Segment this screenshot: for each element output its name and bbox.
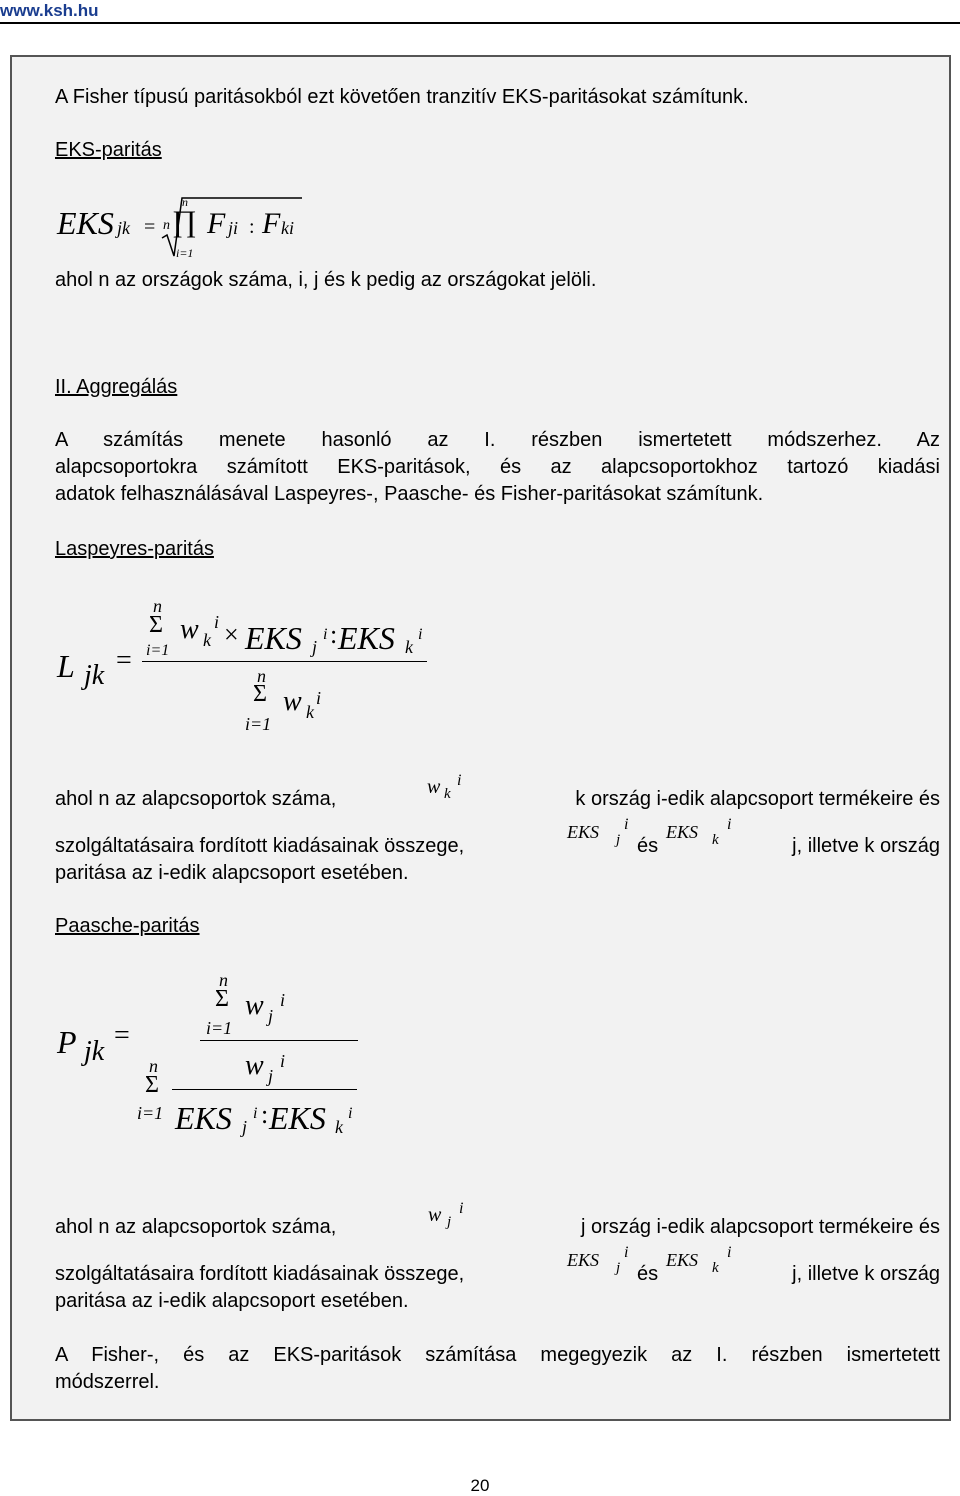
p-note-part1: ahol n az alapcsoportok száma, — [55, 1216, 337, 1238]
p-bot-lower: i=1 — [137, 1103, 164, 1123]
l-eks1-sup: i — [323, 626, 328, 643]
f1-sub: ji — [228, 218, 239, 238]
p-top-w: w — [245, 990, 264, 1021]
l-den-w: w — [283, 686, 302, 717]
l-note-part4: j, illetve k ország — [792, 835, 940, 857]
prod-lower: i=1 — [176, 246, 194, 260]
header-rule — [0, 22, 960, 24]
p-note-eks-j-sup: i — [624, 1244, 629, 1261]
p-top-lower: i=1 — [206, 1018, 233, 1038]
site-url[interactable]: www.ksh.hu — [0, 1, 99, 20]
l-lhs-sub: jk — [84, 660, 105, 691]
l-fraction-bar — [142, 661, 427, 662]
l-note-eks-j: EKS — [567, 822, 600, 842]
p-note-eks-k: EKS — [666, 1250, 699, 1270]
l-eks2-sub: k — [405, 637, 413, 657]
p-eks2-sub: k — [335, 1117, 343, 1137]
l-note-eks-k: EKS — [666, 822, 699, 842]
p-equals: = — [114, 1020, 130, 1051]
laspeyres-heading: Laspeyres-paritás — [55, 538, 214, 560]
l-note-eks-j-sup: i — [624, 816, 629, 833]
section-heading: II. Aggregálás — [55, 376, 178, 398]
p-eks1-sub: j — [242, 1117, 248, 1137]
l-num-w-sub: k — [203, 630, 211, 650]
p-bot-w: w — [245, 1050, 264, 1081]
f2-sub: ki — [281, 218, 294, 238]
p-bot-w-sub: j — [268, 1066, 274, 1086]
l-num-sigma: Σ — [149, 612, 163, 638]
l-den-lower: i=1 — [245, 714, 272, 734]
l-num-w: w — [180, 614, 199, 645]
p-bot-w-sup: i — [280, 1051, 286, 1071]
l-eks2-sup: i — [418, 626, 423, 643]
p-bot-n: n — [149, 1056, 158, 1076]
paasche-heading: Paasche-paritás — [55, 915, 200, 937]
agg-line-2: alapcsoportokra számított EKS-paritások, és az alapcsoportokhoz tartozó kiadási — [55, 456, 940, 478]
l-note-part1: ahol n az alapcsoportok száma, — [55, 788, 337, 810]
l-note-w-sup: i — [457, 772, 462, 789]
p-note-w-sub: j — [447, 1214, 452, 1230]
l-note-es: és — [637, 835, 659, 857]
l-num-w-sup: i — [214, 612, 220, 632]
l-note-part2: k ország i-edik alapcsoport termékeire és — [575, 788, 940, 810]
l-den-sigma: Σ — [253, 681, 267, 707]
p-lhs: P — [57, 1024, 77, 1060]
l-note-part3: szolgáltatásaira fordított kiadásainak összege, — [55, 835, 465, 857]
l-lhs: L — [57, 648, 75, 684]
p-note-w-sup: i — [459, 1200, 464, 1217]
l-note-w-sub: k — [444, 786, 451, 802]
p-top-w-sub: j — [268, 1006, 274, 1026]
l-den-n: n — [257, 666, 266, 686]
p-colon: : — [261, 1100, 269, 1129]
p-top-w-sup: i — [280, 990, 286, 1010]
eks-equals: = — [144, 216, 156, 238]
eks-root-index: n — [163, 218, 170, 233]
eks-lhs-sub: jk — [117, 218, 130, 238]
eks-lhs: EKS — [57, 205, 114, 241]
l-eks1-sub: j — [312, 637, 318, 657]
l-colon: : — [330, 620, 338, 649]
l-note-w: w — [427, 776, 441, 798]
p-note-eks-j-sub: j — [616, 1260, 621, 1276]
l-den-w-sup: i — [316, 688, 322, 708]
p-main-fraction-bar — [200, 1040, 358, 1041]
f2: F — [262, 207, 281, 240]
l-num-lower: i=1 — [146, 642, 170, 659]
agg-line-3: adatok felhasználásával Laspeyres-, Paasche- és Fisher-paritásokat számítunk. — [55, 483, 764, 505]
l-note-part5: paritása az i-edik alapcsoport esetében. — [55, 862, 409, 884]
f1: F — [207, 207, 226, 240]
final-line-1: A Fisher-, és az EKS-paritások számítása megegyezik az I. részben ismertetett — [55, 1344, 940, 1366]
p-eks1: EKS — [175, 1100, 232, 1136]
l-den-w-sub: k — [306, 702, 314, 722]
p-note-eks-j: EKS — [567, 1250, 600, 1270]
p-note-w: w — [428, 1204, 442, 1226]
l-note-eks-j-sub: j — [616, 832, 621, 848]
l-note-eks-k-sub: k — [712, 832, 719, 848]
p-lhs-sub: jk — [84, 1036, 105, 1067]
l-eks1: EKS — [245, 620, 302, 656]
p-note-part5: paritása az i-edik alapcsoport esetében. — [55, 1290, 409, 1312]
p-eks2-sup: i — [348, 1105, 353, 1122]
l-times: × — [224, 620, 239, 649]
p-note-part4: j, illetve k ország — [792, 1263, 940, 1285]
p-eks2: EKS — [269, 1100, 326, 1136]
l-note-eks-k-sup: i — [727, 816, 732, 833]
p-note-eks-k-sup: i — [727, 1244, 732, 1261]
eks-note: ahol n az országok száma, i, j és k pedig az országokat jelöli. — [55, 269, 597, 291]
l-equals: = — [116, 645, 132, 676]
p-inner-fraction-bar — [172, 1089, 357, 1090]
l-eks2: EKS — [338, 620, 395, 656]
p-note-part2: j ország i-edik alapcsoport termékeire és — [580, 1216, 940, 1238]
p-note-part3: szolgáltatásaira fordított kiadásainak összege, — [55, 1263, 465, 1285]
p-eks1-sup: i — [253, 1105, 258, 1122]
prod-upper: n — [182, 195, 188, 209]
l-num-n: n — [153, 596, 162, 616]
p-top-sigma: Σ — [215, 986, 229, 1012]
eks-colon: : — [249, 216, 255, 238]
eks-heading: EKS-paritás — [55, 139, 162, 161]
p-bot-sigma: Σ — [145, 1072, 159, 1098]
page-number: 20 — [470, 1476, 490, 1495]
p-note-eks-k-sub: k — [712, 1260, 719, 1276]
product-symbol: ∏ — [172, 205, 197, 238]
intro-paragraph: A Fisher típusú paritásokból ezt követően tranzitív EKS-paritásokat számítunk. — [55, 86, 749, 108]
p-top-n: n — [219, 970, 228, 990]
agg-line-1: A számítás menete hasonló az I. részben ismertetett módszerhez. Az — [55, 429, 940, 451]
p-note-es: és — [637, 1263, 659, 1285]
final-line-2: módszerrel. — [55, 1371, 160, 1393]
